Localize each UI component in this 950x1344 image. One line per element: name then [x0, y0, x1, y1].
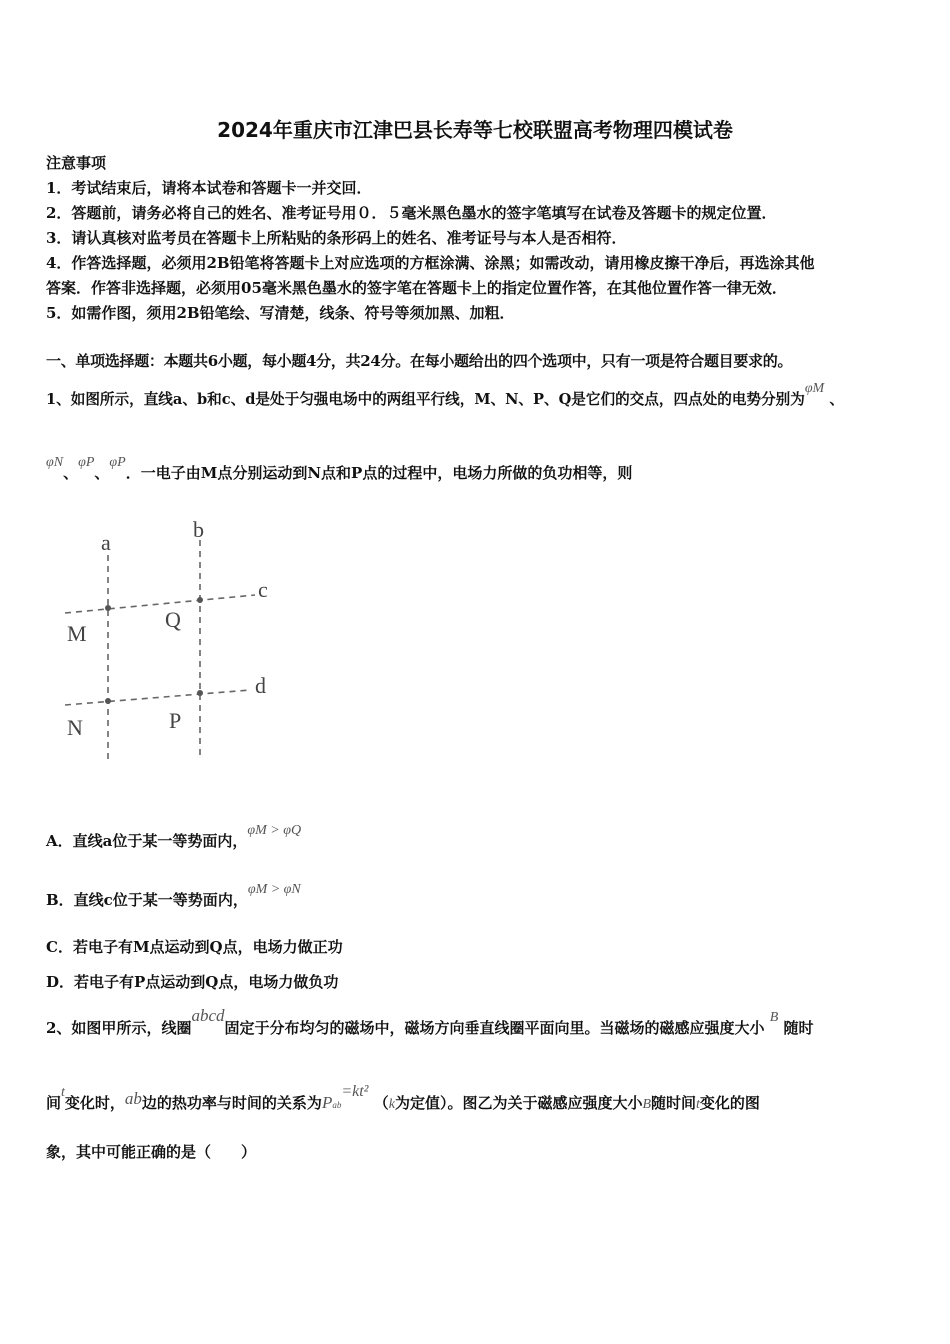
page-title: 2024年重庆市江津巴县长寿等七校联盟高考物理四模试卷	[217, 118, 733, 142]
option-a[interactable]	[46, 823, 302, 851]
option-d[interactable]: D．若电子有P点运动到Q点，电场力做负功	[46, 973, 339, 991]
notice-item: 5．如需作图，须用2B铅笔绘、写清楚，线条、符号等须加黑、加粗．	[46, 304, 515, 322]
q2-line2	[46, 1083, 760, 1113]
q2-text: （	[373, 1094, 389, 1112]
q2-text: 边的热功率与时间的关系为	[141, 1094, 322, 1112]
q2-text: 间	[46, 1094, 62, 1112]
q2-text: 2、如图甲所示，线圈	[46, 1019, 192, 1037]
label-d: d	[255, 673, 266, 698]
notice-item: 1．考试结束后，请将本试卷和答题卡一并交回．	[46, 179, 372, 197]
q2-text: 固定于分布均匀的磁场中，磁场方向垂直线圈平面向里。当磁场的磁感应强度大小	[224, 1019, 765, 1037]
option-math: φM > φN	[247, 882, 301, 897]
notice-item: 4．作答选择题，必须用2B铅笔将答题卡上对应选项的方框涂满、涂黑；如需改动，请用橡皮擦干净后，再选涂其他	[46, 254, 815, 272]
notice-heading: 注意事项	[46, 154, 107, 172]
label-m: M	[67, 621, 87, 646]
phi-n: φN	[46, 455, 64, 470]
phi-m: φM	[804, 381, 825, 396]
math-b: B	[642, 1097, 652, 1112]
q1-line1	[46, 381, 844, 409]
q2-text: 为定值）。图乙为关于磁感应强度大小	[394, 1094, 643, 1112]
separator: 、	[94, 464, 110, 482]
math-abcd: abcd	[191, 1006, 225, 1025]
q2-text: 变化时，	[64, 1094, 125, 1112]
label-p: P	[169, 708, 182, 733]
math-b: B	[769, 1010, 779, 1025]
label-b: b	[193, 517, 204, 542]
q2-text: 变化的图	[699, 1094, 760, 1112]
separator: 、	[829, 391, 844, 408]
label-q: Q	[165, 607, 181, 632]
q1-line2	[46, 455, 633, 483]
phi-p: φP	[78, 455, 95, 470]
notice-item: 3．请认真核对监考员在答题卡上所粘贴的条形码上的姓名、准考证号与本人是否相符．	[46, 229, 627, 247]
option-text: A．直线a位于某一等势面内，	[46, 832, 248, 850]
label-a: a	[101, 530, 111, 555]
q1-text: ．一电子由M点分别运动到N点和P点的过程中，电场力所做的负功相等，则	[125, 464, 633, 482]
math-eq: =kt²	[341, 1083, 369, 1100]
option-math: φM > φQ	[247, 823, 302, 838]
notice-item: 答案．作答非选择题，必须用05毫米黑色墨水的签字笔在答题卡上的指定位置作答，在其他位置作答一律无效．	[46, 279, 787, 297]
q2-line1	[46, 1006, 814, 1038]
section-heading: 一、单项选择题：本题共6小题，每小题4分，共24分。在每小题给出的四个选项中，只有一项是符合题目要求的。	[46, 352, 793, 370]
math-k: k	[388, 1097, 395, 1112]
option-b[interactable]	[46, 882, 301, 910]
q1-text: 1、如图所示，直线a、b和c、d是处于匀强电场中的两组平行线，M、N、P、Q是它们的交点，四点处的电势分别为	[46, 391, 805, 408]
q2-text: 随时间	[651, 1094, 697, 1112]
option-text: B．直线c位于某一等势面内，	[46, 891, 248, 909]
math-p: P	[321, 1093, 333, 1112]
math-t: t	[61, 1085, 65, 1100]
phi-p: φP	[109, 455, 126, 470]
option-c[interactable]: C．若电子有M点运动到Q点，电场力做正功	[46, 938, 343, 956]
math-sub: ab	[332, 1100, 342, 1110]
math-ab: ab	[124, 1089, 142, 1108]
notice-item: 2．答题前，请务必将自己的姓名、准考证号用０．５毫米黑色墨水的签字笔填写在试卷及答题卡的规定位置．	[46, 204, 777, 222]
math-t: t	[696, 1097, 700, 1112]
field-lines-figure	[55, 515, 295, 765]
label-n: N	[67, 715, 83, 740]
q2-line3: 象，其中可能正确的是（ ）	[46, 1143, 257, 1161]
label-c: c	[258, 577, 268, 602]
separator: 、	[63, 464, 79, 482]
q2-text: 随时	[783, 1019, 814, 1037]
